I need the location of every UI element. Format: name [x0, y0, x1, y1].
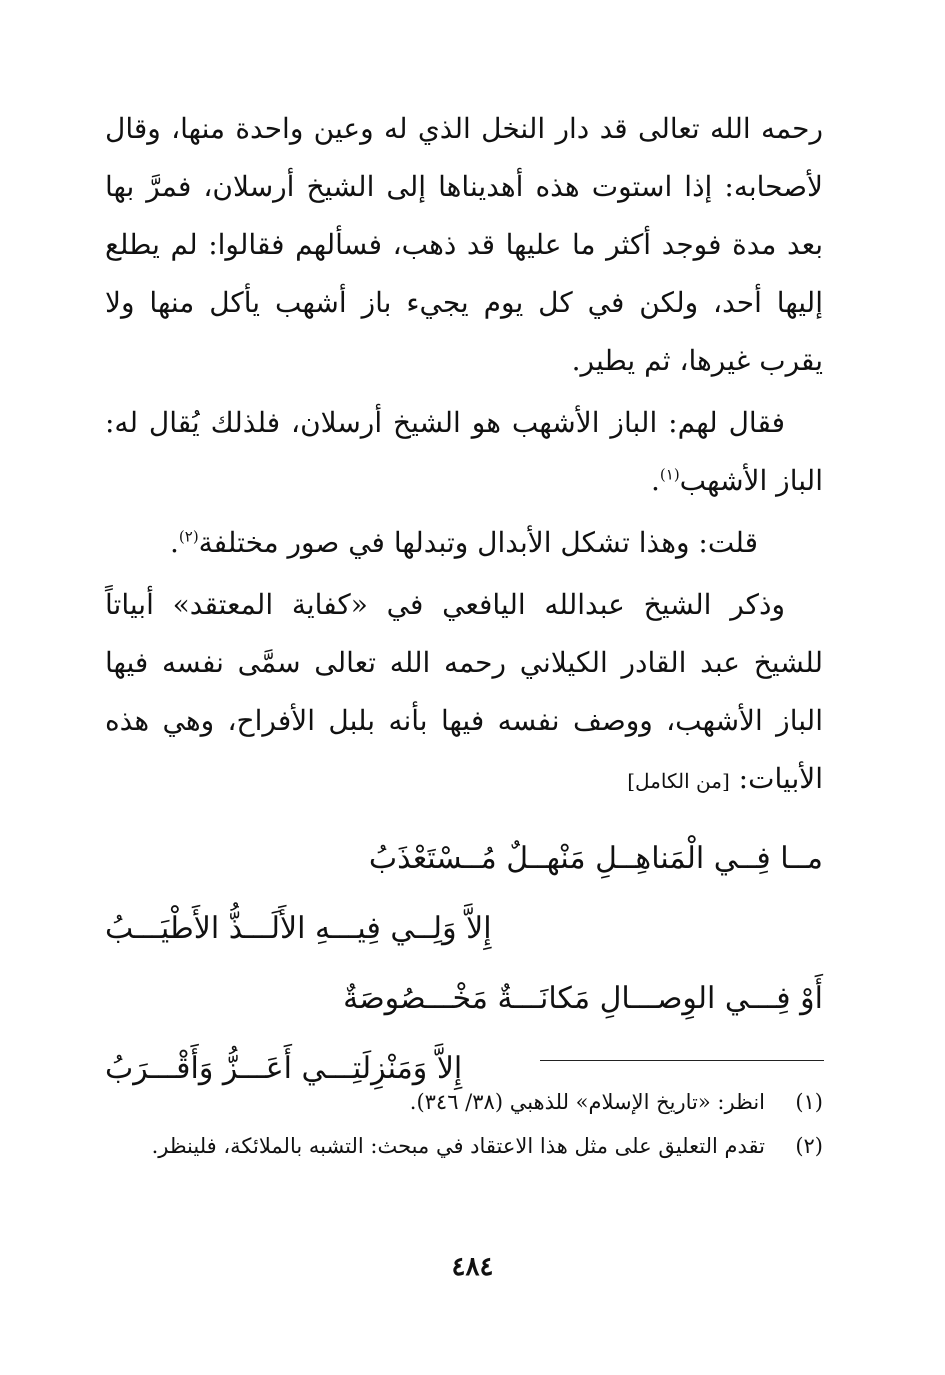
footnote-ref-2[interactable]: (٢) — [178, 527, 199, 546]
verse-line-2: إِلاَّ وَلِــي فِيـــهِ الأَلَـــذُّ الأَطْيَـــبُ — [105, 911, 492, 946]
paragraph-3-text: قلت: وهذا تشكل الأبدال وتبدلها في صور مختلفة — [198, 526, 759, 559]
poem — [105, 824, 823, 1104]
page-number: ٤٨٤ — [451, 1252, 494, 1282]
paragraph-3-end: . — [169, 526, 179, 559]
footnote-ref-1[interactable]: (١) — [659, 465, 680, 484]
verse-line-1: مــا فِــي الْمَناهِــلِ مَنْهــلٌ مُــسْتَعْذَبُ — [368, 841, 823, 876]
page-body — [105, 100, 823, 1104]
footnotes — [105, 1080, 823, 1168]
main-text — [105, 100, 823, 810]
paragraph-2 — [105, 394, 823, 510]
footnote-2 — [105, 1124, 823, 1168]
footnote-divider — [540, 1060, 824, 1061]
footnote-text: تقدم التعليق على مثل هذا الاعتقاد في مبحث: التشبه بالملائكة، فلينظر. — [151, 1134, 765, 1158]
verse-line-3: أَوْ فِـــي الوِصـــالِ مَكانَـــةٌ مَخْـــصُوصَةٌ — [343, 981, 823, 1016]
paragraph-2-text: فقال لهم: الباز الأشهب هو الشيخ أرسلان، فلذلك يُقال له: الباز الأشهب — [105, 406, 823, 497]
footnote-text: انظر: «تاريخ الإسلام» للذهبي (٣٨/ ٣٤٦). — [409, 1090, 765, 1114]
footnote-1 — [105, 1080, 823, 1124]
verse-line-4: إِلاَّ وَمَنْزِلَتِـــي أَعَـــزُّ وَأَقْـــرَبُ — [105, 1051, 463, 1086]
meter-label: [من الكامل] — [627, 769, 730, 793]
paragraph-3 — [105, 514, 823, 572]
footnote-number: (٢) — [795, 1134, 823, 1158]
footnote-number: (١) — [795, 1090, 823, 1114]
paragraph-4 — [105, 576, 823, 810]
paragraph-2-end: . — [650, 464, 660, 497]
paragraph-1: رحمه الله تعالى قد دار النخل الذي له وعين واحدة منها، وقال لأصحابه: إذا استوت هذه أهديناها إلى الشيخ أرسلان، فمرَّ بها بعد مدة فوجد أكثر ما عليها قد ذهب، فسألهم فقالوا: لم يطلع إليها أحد، ولكن في كل يوم يجيء باز أشهب يأكل منها ولا يقرب غيرها، ثم يطير. — [105, 112, 823, 377]
paragraph-4-text: وذكر الشيخ عبدالله اليافعي في «كفاية المعتقد» أبياتاً للشيخ عبد القادر الكيلاني رحمه الله تعالى سمَّى نفسه فيها الباز الأشهب، ووصف نفسه فيها بأنه بلبل الأفراح، وهي هذه الأبيات: — [105, 588, 823, 795]
